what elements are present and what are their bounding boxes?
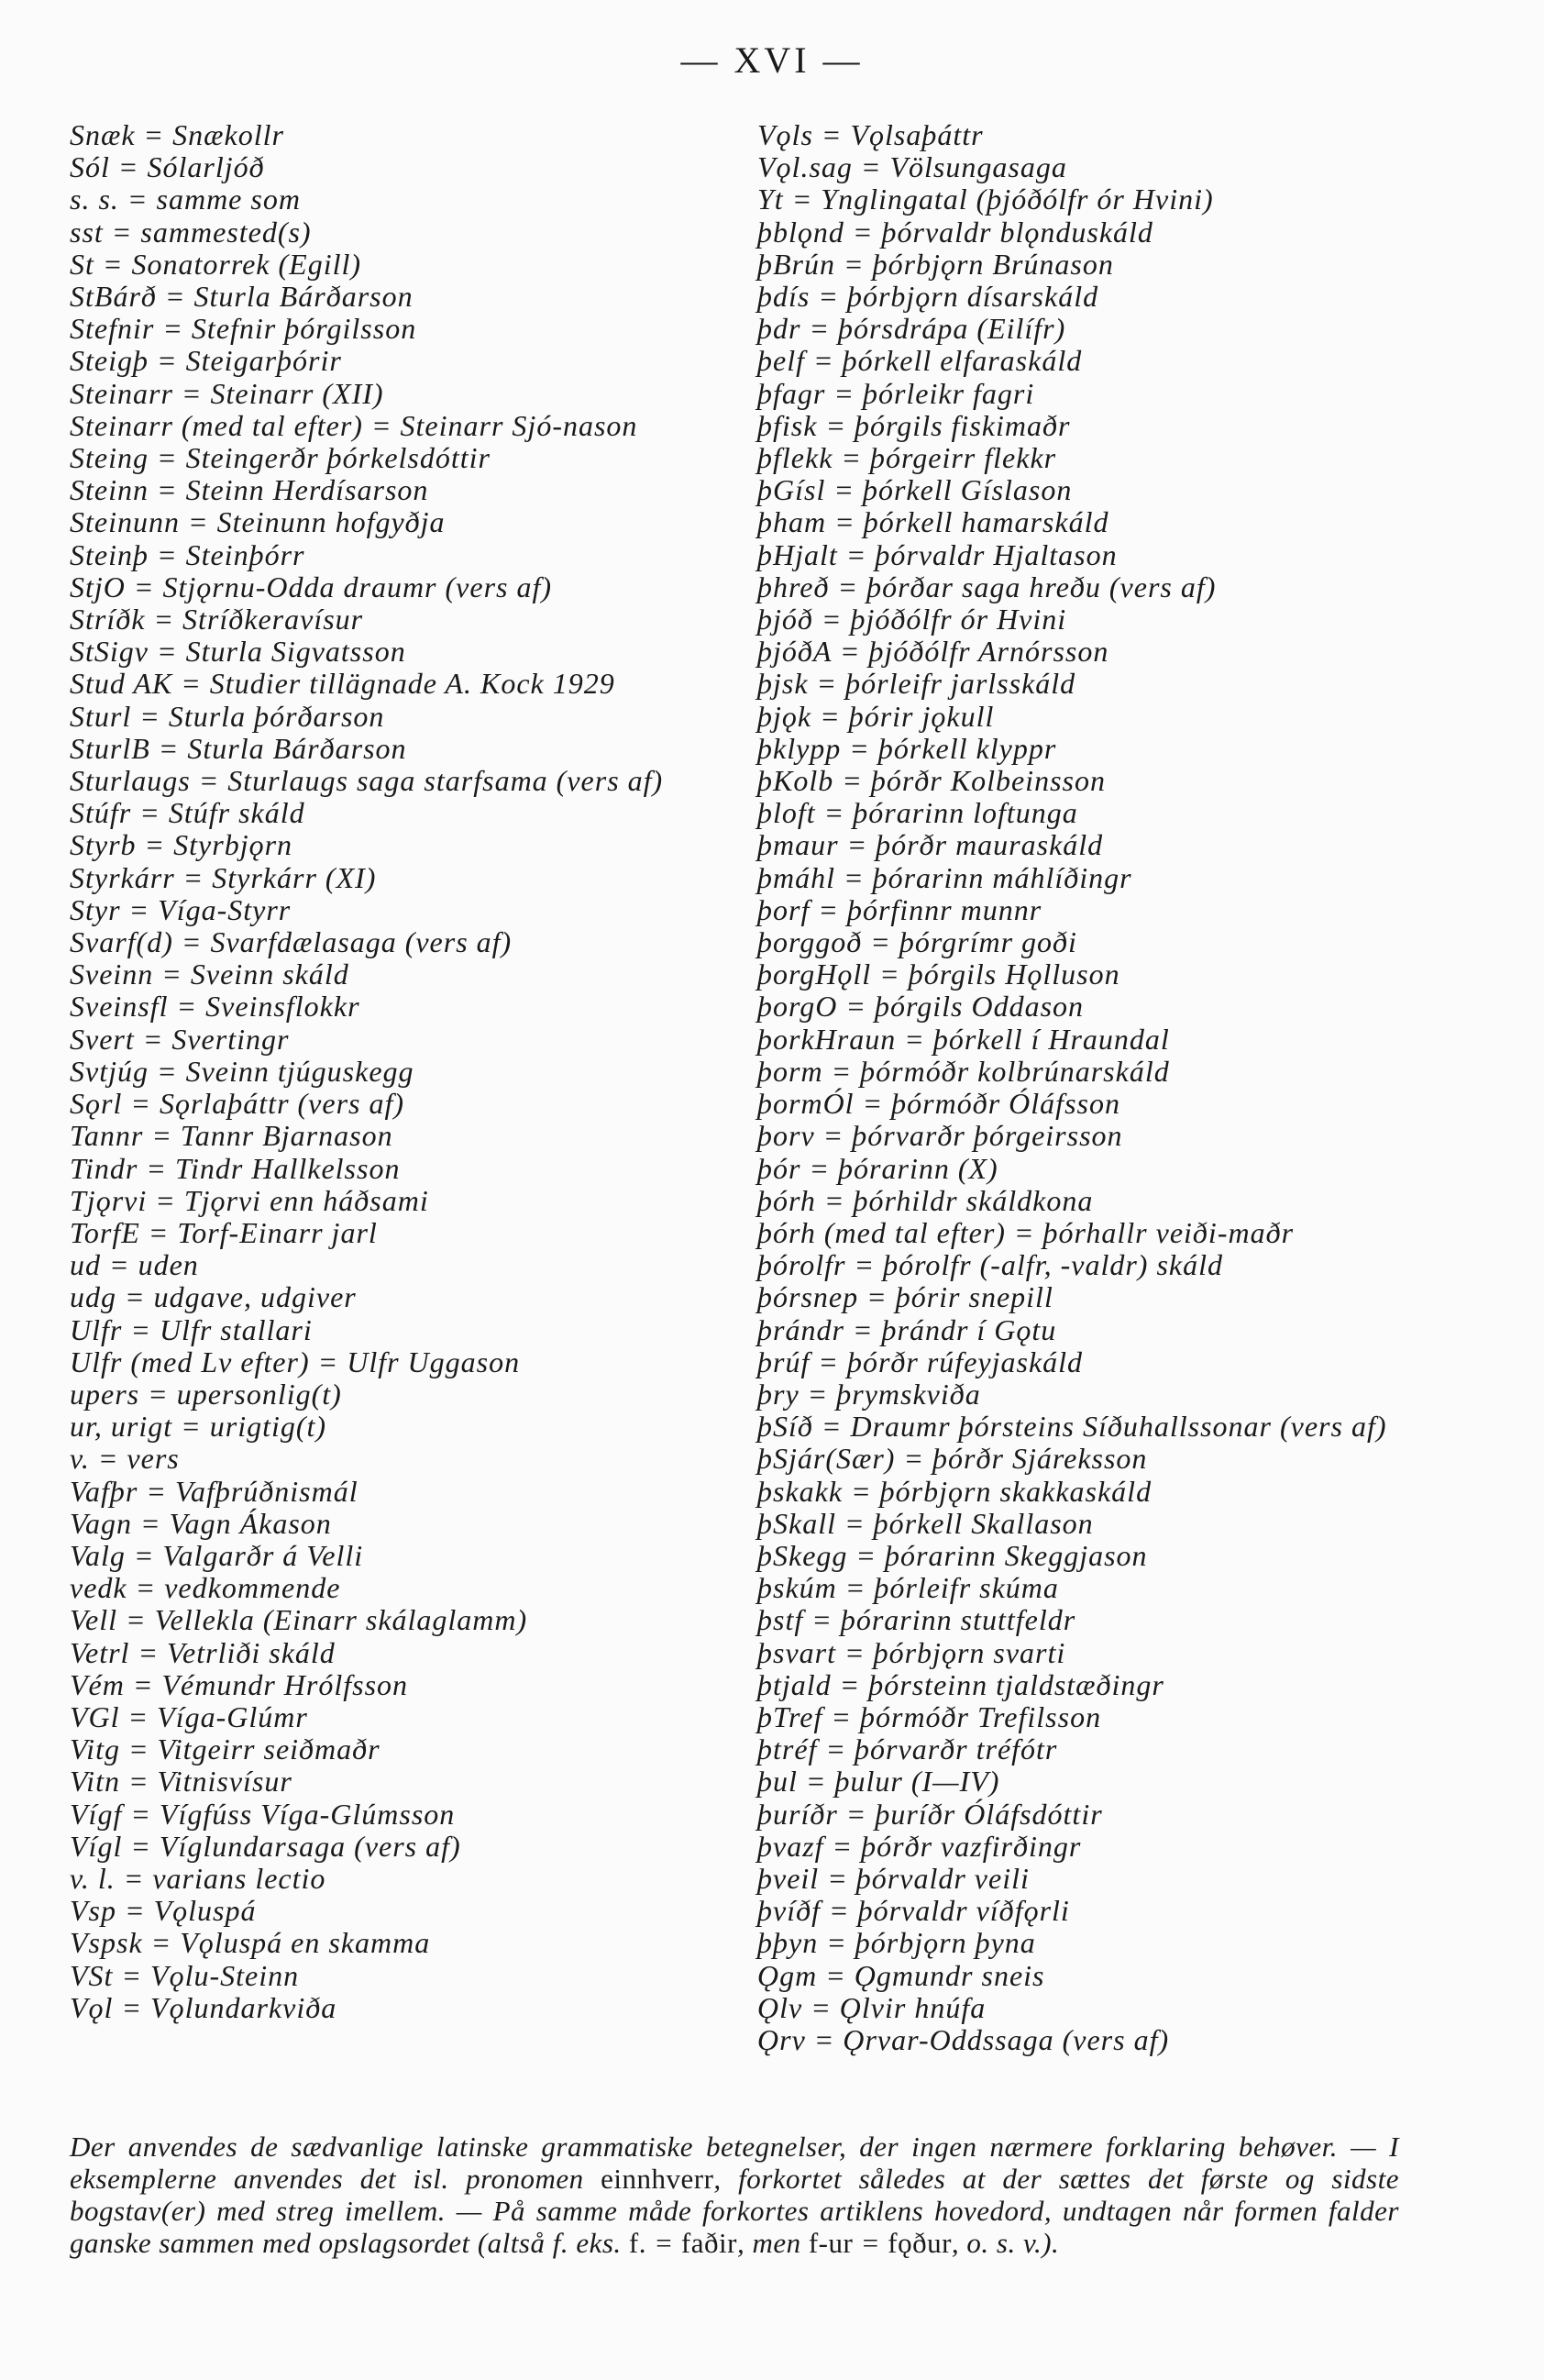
footnote-text: = bbox=[853, 2227, 888, 2259]
abbreviation-entry: Styr = Víga-Styrr bbox=[70, 892, 292, 926]
abbreviation-entry: þhreð = þórðar saga hreðu (vers af) bbox=[757, 570, 1217, 603]
abbreviation-entry: Vell = Vellekla (Einarr skálaglamm) bbox=[70, 1603, 528, 1637]
abbreviation-entry: þorv = þórvarðr þórgeirsson bbox=[757, 1119, 1123, 1153]
abbreviation-entry: Vitg = Vitgeirr seiðmaðr bbox=[70, 1732, 380, 1766]
abbreviation-entry: ur, urigt = urigtig(t) bbox=[70, 1410, 327, 1444]
footnote-text: , forkortet således at der sættes det første og sidste bogstav(er) med streg imellem. — På samme måde forkortes artiklens hovedord, undtagen når formen falder ganske sammen med opslagsordet (altså f. eks. bbox=[70, 2163, 1399, 2259]
abbreviation-entry: Svtjúg = Sveinn tjúguskegg bbox=[70, 1054, 414, 1088]
abbreviation-entry: þSkall = þórkell Skallason bbox=[757, 1506, 1094, 1540]
page-number: — XVI — bbox=[680, 39, 864, 81]
abbreviation-entry: þjóðA = þjóðólfr Arnórsson bbox=[757, 635, 1109, 669]
abbreviation-entry: Sveinn = Sveinn skáld bbox=[70, 958, 349, 991]
abbreviation-entry: þul = þulur (I—IV) bbox=[757, 1765, 1000, 1799]
footnote-example-word: fǫður bbox=[888, 2227, 952, 2259]
abbreviation-entry: þfagr = þórleikr fagri bbox=[757, 376, 1035, 410]
abbreviation-entry: Stríðk = Stríðkeravísur bbox=[70, 603, 364, 637]
abbreviation-entry: þjsk = þórleifr jarlsskáld bbox=[757, 667, 1076, 701]
footnote-text: , men bbox=[736, 2227, 809, 2259]
abbreviation-entry: þTref = þórmóðr Trefilsson bbox=[757, 1699, 1102, 1733]
abbreviation-entry: þþyn = þórbjǫrn þyna bbox=[757, 1926, 1036, 1960]
abbreviation-entry: Sveinsfl = Sveinsflokkr bbox=[70, 990, 360, 1024]
abbreviation-entry: Vetrl = Vetrliði skáld bbox=[70, 1635, 336, 1669]
abbreviation-entry: þrúf = þórðr rúfeyjaskáld bbox=[757, 1345, 1084, 1378]
abbreviation-entry: þorf = þórfinnr munnr bbox=[757, 892, 1042, 926]
abbreviation-entry: sst = sammested(s) bbox=[70, 215, 312, 249]
abbreviation-entry: þry = þrymskviða bbox=[757, 1377, 981, 1411]
abbreviation-entry: þSkegg = þórarinn Skeggjason bbox=[757, 1538, 1148, 1572]
abbreviation-entry: Sól = Sólarljóð bbox=[70, 150, 265, 184]
abbreviation-entry: St = Sonatorrek (Egill) bbox=[70, 247, 362, 281]
abbreviation-entry: þSjár(Sær) = þórðr Sjáreksson bbox=[757, 1442, 1148, 1476]
abbreviation-entry: þGísl = þórkell Gíslason bbox=[757, 473, 1073, 507]
abbreviation-entry: s. s. = samme som bbox=[70, 183, 301, 216]
abbreviation-entry: VSt = Vǫlu-Steinn bbox=[70, 1958, 300, 1992]
abbreviation-entry: þflekk = þórgeirr flekkr bbox=[757, 441, 1057, 475]
abbreviation-entry: Styrb = Styrbjǫrn bbox=[70, 828, 293, 862]
abbreviation-entry: v. l. = varians lectio bbox=[70, 1861, 326, 1895]
abbreviation-entry: þjǫk = þórir jǫkull bbox=[757, 699, 995, 733]
abbreviation-entry: udg = udgave, udgiver bbox=[70, 1280, 357, 1314]
abbreviation-entry: þórsnep = þórir snepill bbox=[757, 1280, 1053, 1314]
abbreviation-entry: Sǫrl = Sǫrlaþáttr (vers af) bbox=[70, 1087, 405, 1121]
footnote-text: , o. s. v.). bbox=[951, 2227, 1060, 2259]
abbreviation-entry: þór = þórarinn (X) bbox=[757, 1151, 998, 1185]
abbreviation-entry: Vígl = Víglundarsaga (vers af) bbox=[70, 1829, 461, 1863]
abbreviation-entry: Vsp = Vǫluspá bbox=[70, 1894, 257, 1928]
abbreviation-entry: Vǫl.sag = Völsungasaga bbox=[757, 150, 1067, 184]
abbreviation-entry: Vafþr = Vafþrúðnismál bbox=[70, 1474, 358, 1508]
abbreviation-entry: þuríðr = þuríðr Óláfsdóttir bbox=[757, 1797, 1103, 1831]
footnote-example-word: f-ur bbox=[808, 2227, 854, 2259]
abbreviation-entry: Sturlaugs = Sturlaugs saga starfsama (vers af) bbox=[70, 764, 664, 798]
abbreviation-entry: þveil = þórvaldr veili bbox=[757, 1861, 1030, 1895]
abbreviation-entry: þórolfr = þórolfr (-alfr, -valdr) skáld bbox=[757, 1248, 1223, 1282]
abbreviation-entry: Vspsk = Vǫluspá en skamma bbox=[70, 1926, 431, 1960]
abbreviation-entry: Vitn = Vitnisvísur bbox=[70, 1765, 292, 1799]
abbreviation-entry: þKolb = þórðr Kolbeinsson bbox=[757, 764, 1106, 798]
abbreviation-entry: þorm = þórmóðr kolbrúnarskáld bbox=[757, 1054, 1170, 1088]
footnote-text: Der anvendes de sædvanlige latinske grammatiske betegnelser, der ingen nærmere forklaring behøver. — I eksemplerne anvendes det isl. pronomen bbox=[70, 2131, 1399, 2195]
abbreviation-entry: StjO = Stjǫrnu-Odda draumr (vers af) bbox=[70, 570, 553, 603]
abbreviation-entry: þdís = þórbjǫrn dísarskáld bbox=[757, 280, 1099, 314]
footnote-example-word: f. bbox=[628, 2227, 646, 2259]
abbreviation-entry: þorkHraun = þórkell í Hraundal bbox=[757, 1022, 1170, 1056]
abbreviation-entry: þklypp = þórkell klyppr bbox=[757, 731, 1057, 765]
abbreviation-entry: v. = vers bbox=[70, 1442, 180, 1476]
footnote-example-word: faðir bbox=[680, 2227, 737, 2259]
abbreviation-entry: Tjǫrvi = Tjǫrvi enn háðsami bbox=[70, 1183, 429, 1217]
abbreviation-entry: StBárð = Sturla Bárðarson bbox=[70, 280, 414, 314]
abbreviation-entry: Snæk = Snækollr bbox=[70, 118, 284, 151]
abbreviation-entry: StSigv = Sturla Sigvatsson bbox=[70, 635, 406, 669]
abbreviation-entry: þmaur = þórðr mauraskáld bbox=[757, 828, 1104, 862]
abbreviation-entry: þormÓl = þórmóðr Óláfsson bbox=[757, 1087, 1120, 1121]
abbreviation-entry: ud = uden bbox=[70, 1248, 199, 1282]
abbreviation-entry: Steinunn = Steinunn hofgyðja bbox=[70, 505, 446, 539]
abbreviation-entry: Steing = Steingerðr þórkelsdóttir bbox=[70, 441, 491, 475]
abbreviation-entry: Steigþ = Steigarþórir bbox=[70, 344, 342, 378]
abbreviation-entry: Stud AK = Studier tillägnade A. Kock 1929 bbox=[70, 667, 615, 701]
abbreviation-entry: SturlB = Sturla Bárðarson bbox=[70, 731, 407, 765]
abbreviation-entry: þsvart = þórbjǫrn svarti bbox=[757, 1635, 1066, 1669]
abbreviation-entry: þfisk = þórgils fiskimaðr bbox=[757, 408, 1071, 442]
abbreviation-entry: VGl = Víga-Glúmr bbox=[70, 1699, 308, 1733]
abbreviation-entry: Ulfr = Ulfr stallari bbox=[70, 1312, 313, 1346]
abbreviation-entry: Steinarr = Steinarr (XII) bbox=[70, 376, 384, 410]
abbreviation-entry: Valg = Valgarðr á Velli bbox=[70, 1538, 364, 1572]
abbreviation-entry: þórh = þórhildr skáldkona bbox=[757, 1183, 1094, 1217]
abbreviation-entry: Tannr = Tannr Bjarnason bbox=[70, 1119, 393, 1153]
abbreviation-entry: þjóð = þjóðólfr ór Hvini bbox=[757, 603, 1067, 637]
abbreviation-entry: Stefnir = Stefnir þórgilsson bbox=[70, 312, 417, 346]
footnote-text: = bbox=[646, 2227, 681, 2259]
abbreviation-entry: þloft = þórarinn loftunga bbox=[757, 796, 1078, 830]
abbreviation-entry: Vígf = Vígfúss Víga-Glúmsson bbox=[70, 1797, 456, 1831]
abbreviation-entry: þham = þórkell hamarskáld bbox=[757, 505, 1109, 539]
abbreviation-entry: Steinarr (med tal efter) = Steinarr Sjó-nason bbox=[70, 408, 638, 442]
abbreviation-entry: þSíð = Draumr þórsteins Síðuhallssonar (vers af) bbox=[757, 1410, 1387, 1444]
abbreviation-entry: Ǫlv = Ǫlvir hnúfa bbox=[757, 1990, 987, 2024]
abbreviation-entry: Yt = Ynglingatal (þjóðólfr ór Hvini) bbox=[757, 183, 1214, 216]
abbreviation-entry: Ǫrv = Ǫrvar-Oddssaga (vers af) bbox=[757, 2022, 1170, 2056]
abbreviation-entry: þelf = þórkell elfaraskáld bbox=[757, 344, 1083, 378]
abbreviation-entry: Vǫls = Vǫlsaþáttr bbox=[757, 118, 984, 151]
abbreviation-entry: Tindr = Tindr Hallkelsson bbox=[70, 1151, 401, 1185]
abbreviation-list-left bbox=[70, 119, 711, 2024]
abbreviation-entry: þBrún = þórbjǫrn Brúnason bbox=[757, 247, 1114, 281]
footnote-paragraph bbox=[70, 2131, 1399, 2259]
abbreviation-entry: þorggoð = þórgrímr goði bbox=[757, 925, 1077, 959]
abbreviation-entry: Styrkárr = Styrkárr (XI) bbox=[70, 860, 377, 894]
abbreviation-entry: þskakk = þórbjǫrn skakkaskáld bbox=[757, 1474, 1152, 1508]
abbreviation-entry: Stúfr = Stúfr skáld bbox=[70, 796, 305, 830]
abbreviation-entry: Vǫl = Vǫlundarkviða bbox=[70, 1990, 337, 2024]
abbreviation-entry: Steinn = Steinn Herdísarson bbox=[70, 473, 429, 507]
abbreviation-entry: Sturl = Sturla þórðarson bbox=[70, 699, 385, 733]
abbreviation-entry: Ǫgm = Ǫgmundr sneis bbox=[757, 1958, 1045, 1992]
abbreviation-entry: Vagn = Vagn Ákason bbox=[70, 1506, 332, 1540]
abbreviation-entry: Steinþ = Steinþórr bbox=[70, 537, 305, 571]
abbreviation-entry: þstf = þórarinn stuttfeldr bbox=[757, 1603, 1076, 1637]
abbreviation-entry: þrándr = þrándr í Gǫtu bbox=[757, 1312, 1057, 1346]
abbreviation-entry: þtréf = þórvarðr tréfótr bbox=[757, 1732, 1058, 1766]
abbreviation-entry: þblǫnd = þórvaldr blǫnduskáld bbox=[757, 215, 1153, 249]
abbreviation-entry: Svert = Svertingr bbox=[70, 1022, 290, 1056]
abbreviation-entry: vedk = vedkommende bbox=[70, 1571, 341, 1605]
abbreviation-list-right bbox=[757, 119, 1417, 2056]
abbreviation-entry: upers = upersonlig(t) bbox=[70, 1377, 342, 1411]
footnote-example-word: einnhverr bbox=[601, 2163, 714, 2195]
abbreviation-entry: Svarf(d) = Svarfdælasaga (vers af) bbox=[70, 925, 513, 959]
abbreviation-entry: Ulfr (med Lv efter) = Ulfr Uggason bbox=[70, 1345, 521, 1378]
abbreviation-entry: þorgO = þórgils Oddason bbox=[757, 990, 1085, 1024]
abbreviation-entry: þHjalt = þórvaldr Hjaltason bbox=[757, 537, 1118, 571]
abbreviation-entry: TorfE = Torf-Einarr jarl bbox=[70, 1215, 378, 1249]
abbreviation-entry: Vém = Vémundr Hrólfsson bbox=[70, 1667, 409, 1701]
abbreviation-entry: þtjald = þórsteinn tjaldstæðingr bbox=[757, 1667, 1164, 1701]
abbreviation-entry: þvíðf = þórvaldr víðfǫrli bbox=[757, 1894, 1070, 1928]
abbreviation-entry: þvazf = þórðr vazfirðingr bbox=[757, 1829, 1082, 1863]
abbreviation-entry: þmáhl = þórarinn máhlíðingr bbox=[757, 860, 1132, 894]
abbreviation-entry: þdr = þórsdrápa (Eilífr) bbox=[757, 312, 1066, 346]
abbreviation-entry: þórh (med tal efter) = þórhallr veiði-maðr bbox=[757, 1215, 1295, 1249]
abbreviation-entry: þorgHǫll = þórgils Hǫlluson bbox=[757, 958, 1120, 991]
abbreviation-entry: þskúm = þórleifr skúma bbox=[757, 1571, 1059, 1605]
